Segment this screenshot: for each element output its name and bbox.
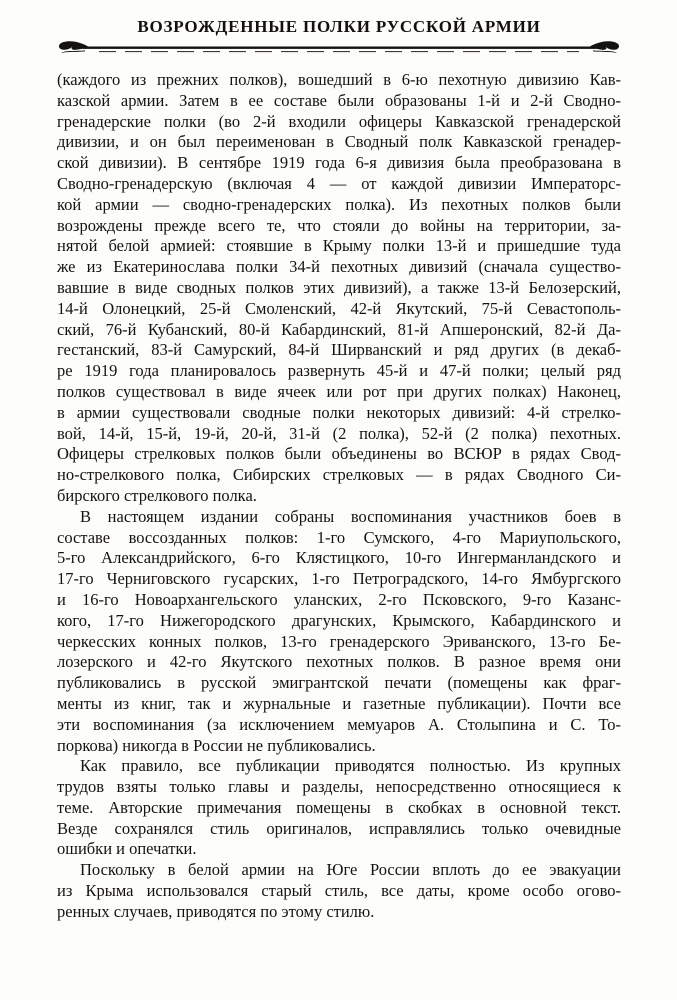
header-rule-line <box>83 47 595 49</box>
text-line: вавшие в виде сводных полков этих дивизий), а также 13-й Белозерский, <box>57 277 621 297</box>
text-line: полков существовал в виде ячеек или рот при других полках) Наконец, <box>57 381 621 401</box>
text-line: лозерского и 42-го Якутского пехотных полков. В разное время они <box>57 652 621 672</box>
text-line: 5-го Александрийского, 6-го Клястицкого, 10-го Ингерманландского и <box>57 548 621 568</box>
text-line: вой, 14-й, 15-й, 19-й, 20-й, 31-й (2 полка), 52-й (2 полка) пехотных. <box>57 423 621 443</box>
paragraph <box>57 756 621 860</box>
text-line: ошибки и опечатки. <box>57 839 197 859</box>
text-line: бирского стрелкового полка. <box>57 485 257 505</box>
text-line: кого, 17-го Нижегородского драгунских, Крымского, Кабардинского и <box>57 610 621 630</box>
text-line: Как правило, все публикации приводятся полностью. Из крупных <box>80 756 621 776</box>
text-line: дивизии, и он был переименован в Сводный полк Кавказской гренадер- <box>57 132 621 152</box>
text-line: (каждого из прежних полков), вошедший в 6-ю пехотную дивизию Кав- <box>57 70 621 89</box>
text-line: казской армии. Затем в ее составе были образованы 1-й и 2-й Сводно- <box>57 90 621 110</box>
text-line: менты из книг, так и журнальные и газетные публикации). Почти все <box>57 693 621 713</box>
text-line: теме. Авторские примечания помещены в скобках в основной текст. <box>57 797 621 817</box>
text-line: составе воссозданных полков: 1-го Сумского, 4-го Мариупольского, <box>57 527 621 547</box>
running-head-title: ВОЗРОЖДЕННЫЕ ПОЛКИ РУССКОЙ АРМИИ <box>137 17 541 36</box>
header-rule-ornament <box>57 39 621 57</box>
text-line: нятой белой армией: стоявшие в Крыму полки 13-й и пришедшие туда <box>57 236 621 256</box>
text-line: черкесских конных полков, 13-го гренадерского Эриванского, 13-го Бе- <box>57 631 621 651</box>
text-line: ский, 76-й Кубанский, 80-й Кабардинский, 81-й Апшеронский, 82-й Да- <box>57 319 621 339</box>
body-text <box>57 70 621 923</box>
text-line: гренадерские полки (во 2-й входили офицеры Кавказской гренадерской <box>57 111 621 131</box>
text-line: гестанский, 83-й Самурский, 84-й Ширванский и ряд других (в декаб- <box>57 340 621 360</box>
text-line: Офицеры стрелковых полков были объединены во ВСЮР в рядах Свод- <box>57 444 621 464</box>
text-line: Сводно-гренадерскую (включая 4 — от каждой дивизии Императорс- <box>57 173 621 193</box>
text-line: в армии существовали сводные полки некоторых дивизий: 4-й стрелко- <box>57 402 621 422</box>
paragraph <box>57 507 621 757</box>
text-line: Поскольку в белой армии на Юге России вплоть до ее эвакуации <box>80 860 621 880</box>
text-line: Везде сохранялся стиль оригиналов, исправлялись только очевидные <box>57 818 621 838</box>
text-line: поркова) никогда в России не публиковались. <box>57 735 376 755</box>
text-line: 17-го Черниговского гусарских, 1-го Петроградского, 14-го Ямбургского <box>57 569 621 589</box>
text-line: эти воспоминания (за исключением мемуаров А. Столыпина и С. То- <box>57 714 621 734</box>
text-line: 14-й Олонецкий, 25-й Смоленский, 42-й Якутский, 75-й Севастополь- <box>57 298 621 318</box>
text-line: возрождены прежде всего те, что стояли до войны на территории, за- <box>57 215 621 235</box>
text-line: трудов взяты только главы и разделы, непосредственно относящиеся к <box>57 777 621 797</box>
paragraph <box>57 70 621 507</box>
text-line: В настоящем издании собраны воспоминания участников боев в <box>80 506 621 526</box>
paragraph <box>57 860 621 922</box>
text-line: из Крыма использовался старый стиль, все даты, кроме особо огово- <box>57 881 621 901</box>
text-line: ренных случаев, приводятся по этому стилю. <box>57 901 375 921</box>
text-line: ской дивизии). В сентябре 1919 года 6-я дивизия была преобразована в <box>57 153 621 173</box>
text-line: но-стрелкового полка, Сибирских стрелковых — в рядах Сводного Си- <box>57 465 621 485</box>
text-line: и 16-го Новоархангельского уланских, 2-го Псковского, 9-го Казанс- <box>57 589 621 609</box>
text-line: ре 1919 года планировалось развернуть 45-й и 47-й полки; целый ряд <box>57 361 621 381</box>
text-line: же из Екатеринослава полки 34-й пехотных дивизий (сначала существо- <box>57 257 621 277</box>
text-line: публиковались в русской эмигрантской печати (помещены как фраг- <box>57 673 621 693</box>
text-line: кой армии — сводно-гренадерских полка). Из пехотных полков были <box>57 194 621 214</box>
